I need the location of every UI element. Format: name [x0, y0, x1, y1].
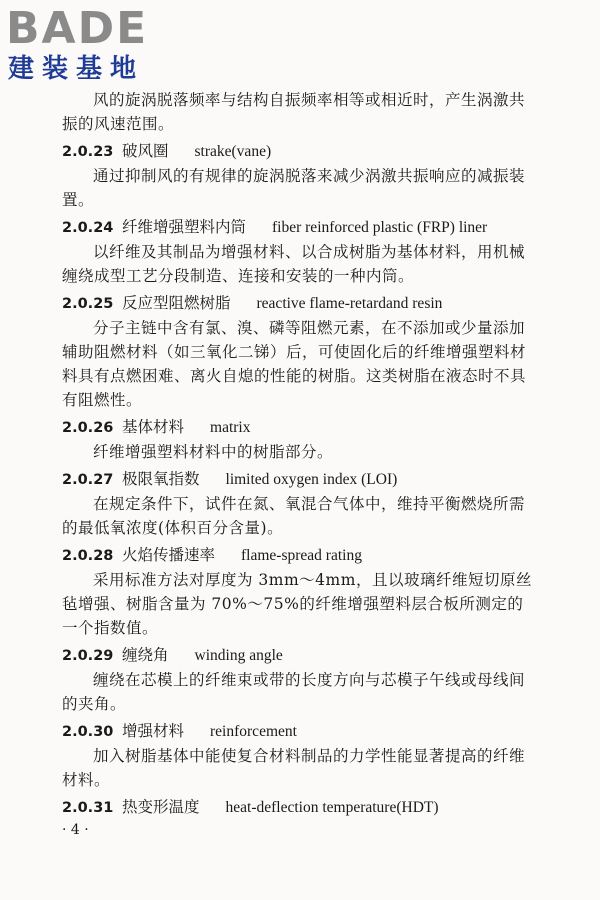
term-english: reinforcement: [210, 723, 297, 740]
term-english: limited oxygen index (LOI): [225, 471, 398, 488]
term-heading: [62, 543, 538, 568]
term-number: 2.0.27: [62, 472, 114, 488]
term-english: heat-deflection temperature(HDT): [225, 799, 439, 816]
term-definition: 加入树脂基体中能使复合材料制品的力学性能显著提高的纤维材料。: [62, 747, 526, 789]
term-heading: [62, 795, 538, 820]
term-english: flame-spread rating: [241, 547, 362, 564]
term-heading: [62, 291, 538, 316]
logo-wordmark: BADE: [6, 3, 149, 54]
term-chinese: 破风圈: [122, 142, 169, 160]
term-english: reactive flame-retardand resin: [256, 295, 443, 312]
term-number: 2.0.24: [62, 220, 114, 236]
term-definition: 分子主链中含有氯、溴、磷等阻燃元素，在不添加或少量添加辅助阻燃材料（如三氧化二锑）后，可使固化后的纤维增强塑料材料具有点燃困难、离火自熄的性能的树脂。这类树脂在液态时不具有阻燃性。: [62, 319, 527, 409]
term-chinese: 热变形温度: [122, 798, 200, 816]
term-english: strake(vane): [194, 143, 272, 160]
document-body: [62, 88, 538, 820]
term-heading: [62, 215, 538, 240]
term-heading: [62, 139, 538, 164]
term-definition: 以纤维及其制品为增强材料、以合成树脂为基体材料，用机械缠绕成型工艺分段制造、连接和安装的一种内筒。: [62, 243, 526, 285]
term-chinese: 增强材料: [122, 722, 185, 740]
term-heading: [62, 415, 538, 440]
term-number: 2.0.25: [62, 296, 114, 312]
term-number: 2.0.23: [62, 144, 114, 160]
term-english: winding angle: [194, 647, 283, 664]
term-heading: [62, 719, 538, 744]
term-number: 2.0.26: [62, 420, 114, 436]
term-chinese: 基体材料: [122, 418, 185, 436]
term-english: fiber reinforced plastic (FRP) liner: [272, 219, 488, 236]
logo-subtitle: 建装基地: [8, 54, 145, 84]
term-number: 2.0.29: [62, 648, 114, 664]
term-chinese: 缠绕角: [122, 646, 169, 664]
term-heading: [62, 467, 538, 492]
term-chinese: 极限氧指数: [122, 470, 200, 488]
term-number: 2.0.30: [62, 724, 114, 740]
logo: [6, 4, 176, 86]
term-definition: 缠绕在芯模上的纤维束或带的长度方向与芯模子午线或母线间的夹角。: [62, 671, 526, 713]
term-heading: [62, 643, 538, 668]
term-definition: 纤维增强塑料材料中的树脂部分。: [93, 443, 334, 461]
page-number: · 4 ·: [62, 822, 89, 838]
term-english: matrix: [210, 419, 251, 436]
term-chinese: 反应型阻燃树脂: [122, 294, 231, 312]
term-chinese: 火焰传播速率: [122, 546, 216, 564]
term-definition: 通过抑制风的有规律的旋涡脱落来减少涡激共振响应的减振装置。: [62, 167, 526, 209]
term-number: 2.0.31: [62, 800, 114, 816]
term-chinese: 纤维增强塑料内筒: [122, 218, 247, 236]
term-definition: 在规定条件下，试件在氮、氧混合气体中，维持平衡燃烧所需的最低氧浓度(体积百分含量)。: [62, 495, 526, 537]
term-number: 2.0.28: [62, 548, 114, 564]
intro-paragraph: 风的旋涡脱落频率与结构自振频率相等或相近时，产生涡激共振的风速范围。: [62, 91, 526, 133]
term-definition: 采用标准方法对厚度为 3mm～4mm，且以玻璃纤维短切原丝毡增强、树脂含量为 70%～75%的纤维增强塑料层合板所测定的一个指数值。: [62, 571, 532, 637]
